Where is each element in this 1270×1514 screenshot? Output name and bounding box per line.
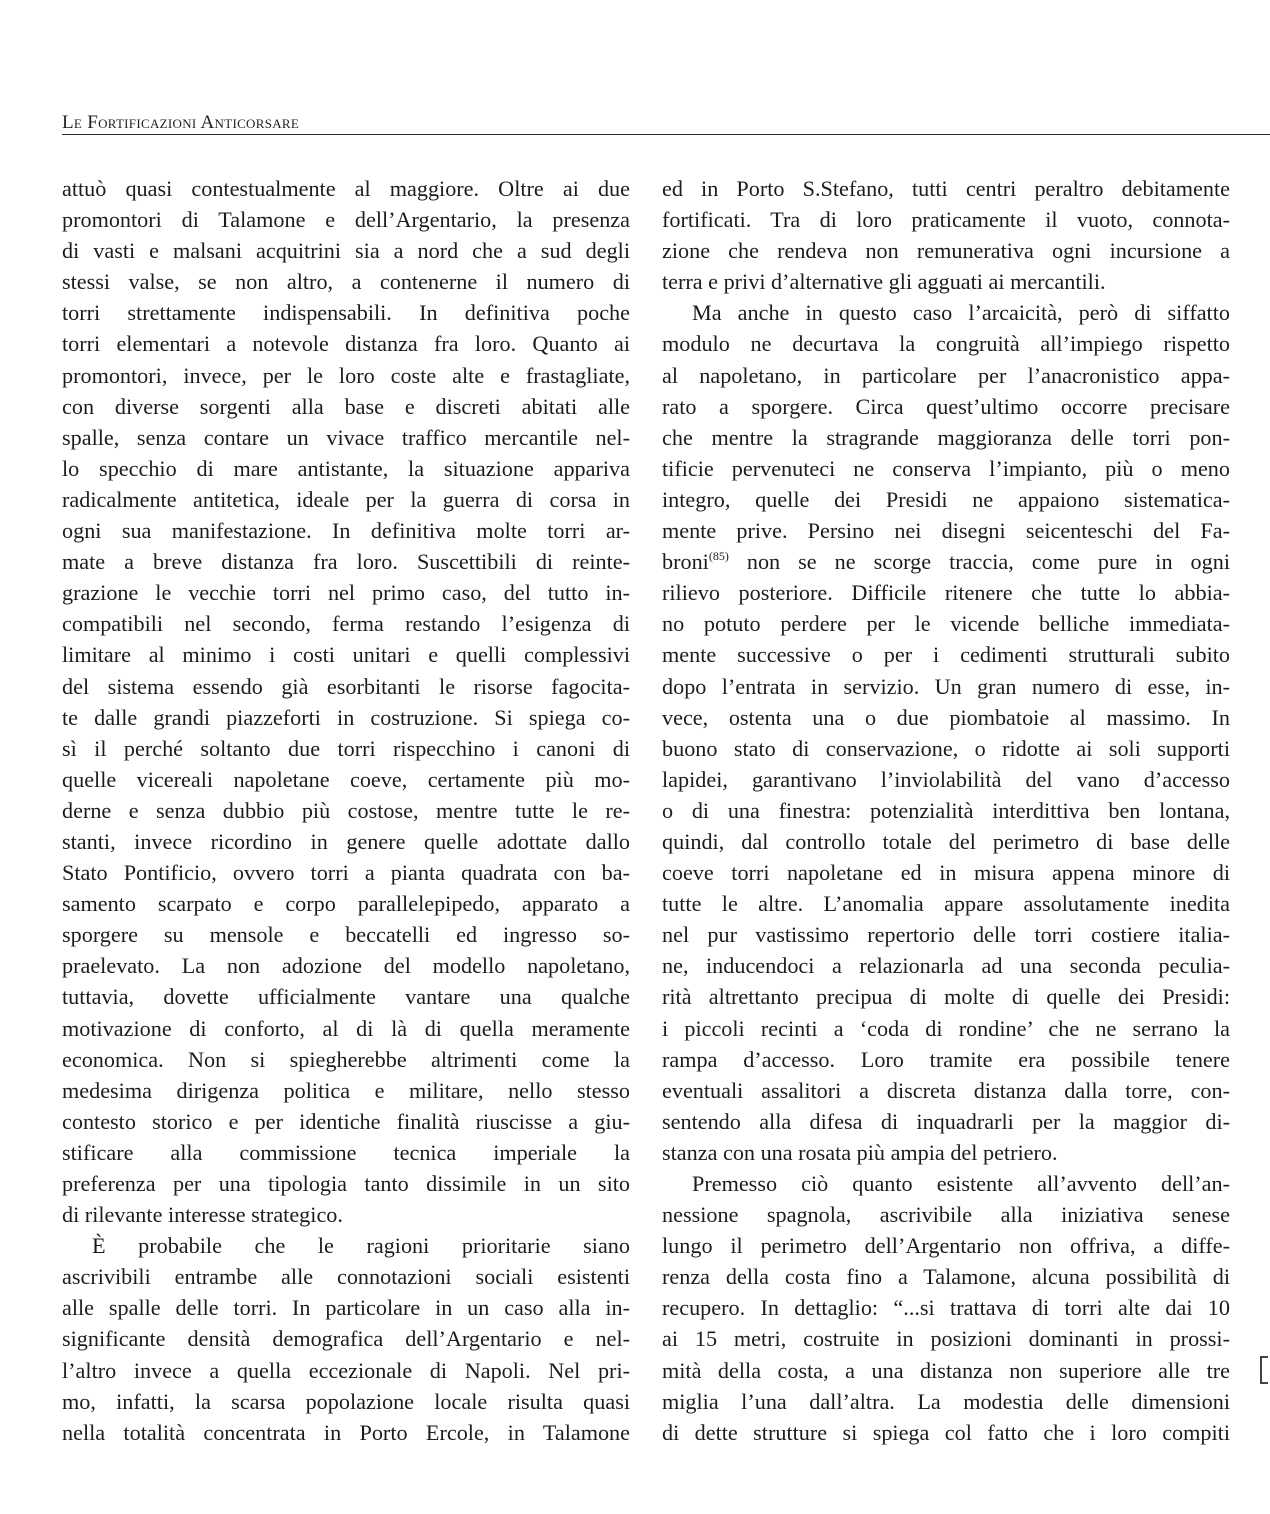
text-line: i piccoli recinti a ‘coda di rondine’ che ne serrano la	[662, 1015, 1230, 1041]
text-line: limitare al minimo i costi unitari e quelli complessivi	[62, 642, 630, 668]
text-line: lungo il perimetro dell’Argentario non offriva, a diffe-	[662, 1233, 1230, 1259]
header-rule	[62, 134, 1270, 135]
text-line: lapidei, garantivano l’inviolabilità del vano d’accesso	[662, 766, 1230, 792]
text-line: Stato Pontificio, ovvero torri a pianta quadrata con ba-	[62, 860, 630, 886]
text-line: ne, inducendoci a relazionarla ad una seconda peculia-	[662, 953, 1230, 979]
text-line: contesto storico e per identiche finalità riuscisse a giu-	[62, 1108, 630, 1134]
text-line: preferenza per una tipologia tanto dissimile in un sito	[62, 1171, 630, 1196]
text-line: mità della costa, a una distanza non superiore alle tre	[662, 1357, 1230, 1383]
text-line: fortificati. Tra di loro praticamente il vuoto, connota-	[662, 207, 1230, 233]
text-line: vece, ostenta una o due piombatoie al massimo. In	[662, 704, 1230, 730]
text-line: rampa d’accesso. Loro tramite era possibile tenere	[662, 1046, 1230, 1072]
text-line: stificare alla commissione tecnica imperiale la	[62, 1139, 630, 1165]
text-line: promontori di Talamone e dell’Argentario, la presenza	[62, 207, 630, 233]
text-line: mate a breve distanza fra loro. Suscettibili di reinte-	[62, 549, 630, 575]
text-line: derne e senza dubbio più costose, mentre tutte le re-	[62, 797, 630, 823]
text-line: ai 15 metri, costruite in posizioni dominanti in prossi-	[662, 1326, 1230, 1352]
text-line: attuò quasi contestualmente al maggiore. Oltre ai due	[62, 176, 630, 201]
text-line: economica. Non si spiegherebbe altrimenti come la	[62, 1046, 630, 1072]
text-line: o di una finestra: potenzialità interdittiva ben lontana,	[662, 797, 1230, 823]
text-line-with-footnote	[662, 546, 1230, 577]
text-line: quelle vicereali napoletane coeve, certamente più mo-	[62, 766, 630, 792]
text-line: grazione le vecchie torri nel primo caso, del tutto in-	[62, 580, 630, 606]
text-line: nella totalità concentrata in Porto Ercole, in Talamone	[62, 1419, 630, 1445]
text-line: renza della costa fino a Talamone, alcuna possibilità di	[662, 1264, 1230, 1290]
text-line: significante densità demografica dell’Argentario e nel-	[62, 1326, 630, 1352]
text-line: samento scarpato e corpo parallelepipedo, apparato a	[62, 891, 630, 917]
text-line: spalle, senza contare un vivace traffico mercantile nel-	[62, 424, 630, 450]
text-line: l’altro invece a quella eccezionale di Napoli. Nel pri-	[62, 1357, 630, 1383]
text-line: alle spalle delle torri. In particolare in un caso alla in-	[62, 1295, 630, 1321]
text-line: praelevato. La non adozione del modello napoletano,	[62, 953, 630, 979]
text-line: tutte le altre. L’anomalia appare assolutamente inedita	[662, 891, 1230, 917]
text-line: stessi valse, se non altro, a contenerne il numero di	[62, 269, 630, 295]
text-line: di dette strutture si spiega col fatto che i loro compiti	[662, 1419, 1230, 1445]
text-line: Premesso ciò quanto esistente all’avvento dell’an-	[692, 1171, 1230, 1196]
text-line: di rilevante interesse strategico.	[62, 1202, 343, 1228]
text-line: promontori, invece, per le loro coste alte e frastagliate,	[62, 362, 630, 388]
text-line: lo specchio di mare antistante, la situazione appariva	[62, 455, 630, 481]
text-line: te dalle grandi piazzeforti in costruzione. Si spiega co-	[62, 704, 630, 730]
text-fragment: non se ne scorge traccia, come pure in ogni	[746, 549, 1230, 575]
text-line: buono stato di conservazione, o ridotte ai soli supporti	[662, 735, 1230, 761]
text-line: ascrivibili entrambe alle connotazioni sociali esistenti	[62, 1264, 630, 1290]
text-line: motivazione di conforto, al di là di quella meramente	[62, 1015, 630, 1041]
text-line: eventuali assalitori a discreta distanza dalla torre, con-	[662, 1077, 1230, 1103]
text-line: mente successive o per i cedimenti strutturali subito	[662, 642, 1230, 668]
text-line: torri strettamente indispensabili. In definitiva poche	[62, 300, 630, 326]
text-line: sì il perché soltanto due torri rispecchino i canoni di	[62, 735, 630, 761]
running-header: Le Fortificazioni Anticorsare	[62, 112, 300, 133]
text-line: ogni sua manifestazione. In definitiva molte torri ar-	[62, 518, 630, 544]
text-line: torri elementari a notevole distanza fra loro. Quanto ai	[62, 331, 630, 357]
text-line: mo, infatti, la scarsa popolazione locale risulta quasi	[62, 1388, 630, 1414]
text-line: rità altrettanto precipua di molte di quelle dei Presidi:	[662, 984, 1230, 1010]
text-column-right	[662, 173, 1230, 1448]
text-line: Ma anche in questo caso l’arcaicità, però di siffatto	[692, 300, 1230, 326]
page-edge-mark	[1260, 1356, 1268, 1384]
text-line: recupero. In dettaglio: “...si trattava di torri alte dai 10	[662, 1295, 1230, 1321]
text-fragment: broni	[662, 549, 709, 575]
text-line: terra e privi d’alternative gli agguati ai mercantili.	[662, 269, 1106, 295]
text-line: medesima dirigenza politica e militare, nello stesso	[62, 1077, 630, 1103]
text-line: del sistema essendo già esorbitanti le risorse fagocita-	[62, 673, 630, 699]
text-line: stanti, invece ricordino in genere quelle adottate dallo	[62, 828, 630, 854]
text-line: miglia l’una dall’altra. La modestia delle dimensioni	[662, 1388, 1230, 1414]
text-line: ed in Porto S.Stefano, tutti centri peraltro debitamente	[662, 176, 1230, 201]
text-line: È probabile che le ragioni prioritarie siano	[92, 1233, 630, 1259]
text-line: radicalmente antitetica, ideale per la guerra di corsa in	[62, 486, 630, 512]
text-line: che mentre la stragrande maggioranza delle torri pon-	[662, 424, 1230, 450]
text-line: nessione spagnola, ascrivibile alla iniziativa senese	[662, 1202, 1230, 1228]
text-line: dopo l’entrata in servizio. Un gran numero di esse, in-	[662, 673, 1230, 699]
text-line: tuttavia, dovette ufficialmente vantare una qualche	[62, 984, 630, 1010]
text-column-left	[62, 173, 630, 1448]
text-line: integro, quelle dei Presidi ne appaiono sistematica-	[662, 486, 1230, 512]
text-line: al napoletano, in particolare per l’anacronistico appa-	[662, 362, 1230, 388]
text-line: no potuto perdere per le vicende belliche immediata-	[662, 611, 1230, 637]
text-line: compatibili nel secondo, ferma restando l’esigenza di	[62, 611, 630, 637]
text-line: sporgere su mensole e beccatelli ed ingresso so-	[62, 922, 630, 948]
text-line: mente prive. Persino nei disegni seicenteschi del Fa-	[662, 518, 1230, 544]
text-line: di vasti e malsani acquitrini sia a nord che a sud degli	[62, 238, 630, 264]
text-line: coeve torri napoletane ed in misura appena minore di	[662, 860, 1230, 886]
text-line: modulo ne decurtava la congruità all’impiego rispetto	[662, 331, 1230, 357]
text-line: tificie pervenuteci ne conserva l’impianto, più o meno	[662, 455, 1230, 481]
text-line: con diverse sorgenti alla base e discreti abitati alle	[62, 393, 630, 419]
text-line: rilievo posteriore. Difficile ritenere che tutte lo abbia-	[662, 580, 1230, 606]
text-line: quindi, dal controllo totale del perimetro di base delle	[662, 828, 1230, 854]
text-line: rato a sporgere. Circa quest’ultimo occorre precisare	[662, 393, 1230, 419]
text-line: stanza con una rosata più ampia del petriero.	[662, 1139, 1058, 1165]
text-line: nel pur vastissimo repertorio delle torri costiere italia-	[662, 922, 1230, 948]
text-line: sentendo alla difesa di inquadrarli per la maggior di-	[662, 1108, 1230, 1134]
footnote-reference: (85)	[708, 549, 729, 564]
text-line: zione che rendeva non remunerativa ogni incursione a	[662, 238, 1230, 264]
